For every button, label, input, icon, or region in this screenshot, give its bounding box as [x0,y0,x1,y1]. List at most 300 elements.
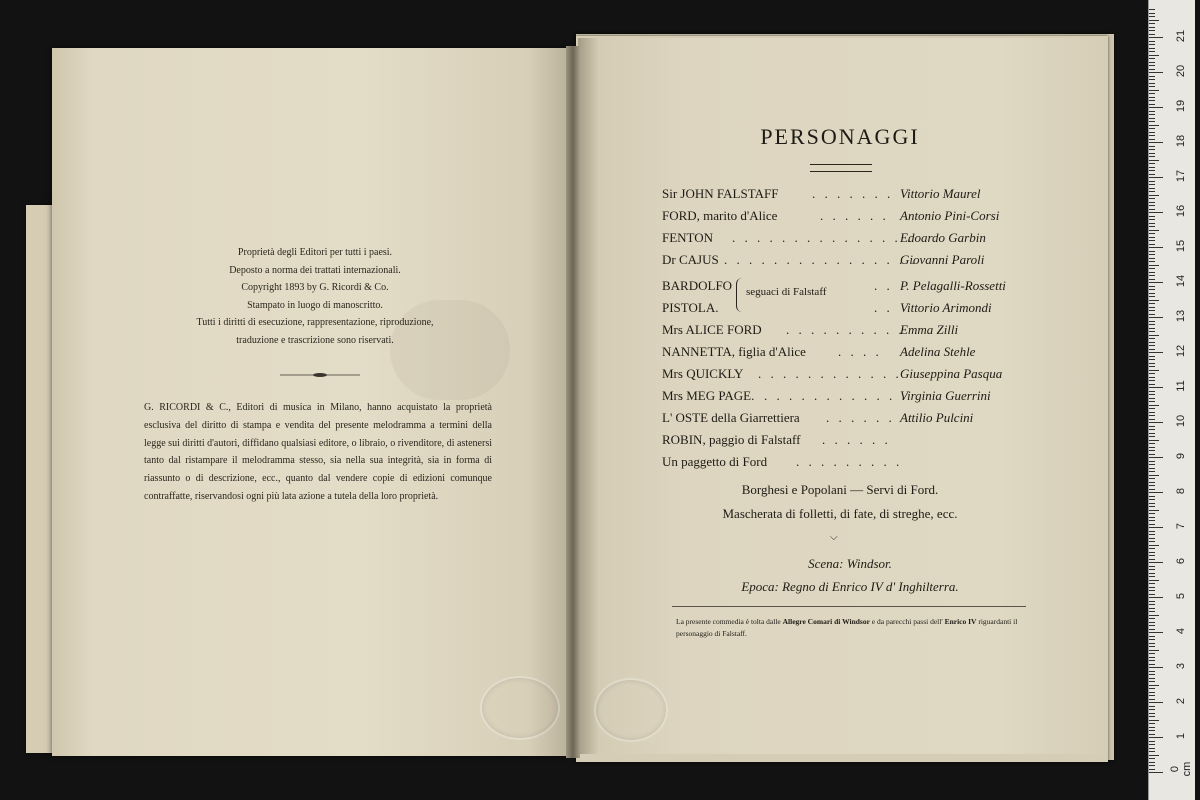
ruler-tick [1149,632,1163,633]
ruler-tick [1149,48,1155,49]
copyright-line: Stampato in luogo di manoscritto. [247,299,383,311]
ruler-tick [1149,534,1155,535]
ruler-tick [1149,72,1163,73]
ruler-tick [1149,191,1155,192]
cast-row [662,230,1012,252]
ruler-label: 7 [1175,522,1187,530]
ruler-tick [1149,639,1155,640]
ruler-tick [1149,107,1163,108]
ruler-tick [1149,492,1163,493]
ruler-tick [1149,345,1155,346]
ruler-tick [1149,321,1155,322]
ruler-tick [1149,461,1155,462]
ruler-tick [1149,23,1155,24]
leader-dots: . . . . . . . . . . . . . . . . [724,252,918,267]
copyright-line: Deposto a norma dei trattati internazionali. [229,264,401,276]
ruler-tick [1149,496,1155,497]
cast-row [662,410,1012,432]
ruler-tick [1149,97,1155,98]
cast-row [662,454,1012,476]
ruler-tick [1149,146,1155,147]
ruler-tick [1149,377,1155,378]
book-gutter [566,46,580,758]
cast-actor: Adelina Stehle [900,344,976,359]
ruler-tick [1149,16,1155,17]
ruler-tick [1149,226,1155,227]
ruler-tick [1149,384,1155,385]
footnote-text: riguardanti il personaggio di Falstaff. [676,617,1018,638]
ruler-tick [1149,244,1155,245]
ruler-label: 1 [1175,732,1187,740]
ruler-label: 9 [1175,452,1187,460]
ruler-tick [1149,160,1159,161]
ruler-tick [1149,734,1155,735]
ruler-tick [1149,20,1159,21]
cast-role: NANNETTA, figlia d'Alice [662,344,806,359]
ruler-tick [1149,30,1155,31]
ruler-tick [1149,223,1155,224]
ruler-tick [1149,660,1155,661]
footnote-work-title: Allegre Comari di Windsor [782,617,870,626]
ruler-tick [1149,55,1159,56]
ruler-label: 0 cm [1169,761,1193,777]
ruler-tick [1149,475,1159,476]
cast-actor: Giovanni Paroli [900,252,985,267]
ruler-tick [1149,366,1155,367]
ruler-tick [1149,517,1155,518]
cast-role: BARDOLFO [662,278,733,293]
ruler-tick [1149,716,1155,717]
cast-role: Mrs QUICKLY [662,366,744,381]
ruler-tick [1149,177,1163,178]
ruler-tick [1149,741,1155,742]
ruler-tick [1149,503,1155,504]
ruler-tick [1149,765,1155,766]
scene-line: Scena: Windsor. [808,556,892,571]
ruler-tick [1149,69,1155,70]
cast-role: L' OSTE della Giarrettiera [662,410,800,425]
ruler-tick [1149,545,1159,546]
ruler-tick [1149,419,1155,420]
ruler-tick [1149,643,1155,644]
ruler-tick [1149,751,1155,752]
ruler-tick [1149,468,1155,469]
ruler-tick [1149,748,1155,749]
ruler-tick [1149,433,1155,434]
ruler-tick [1149,51,1155,52]
ruler-tick [1149,583,1155,584]
ruler-label: 6 [1175,557,1187,565]
ruler-tick [1149,286,1155,287]
ruler-tick [1149,13,1155,14]
ruler-tick [1149,153,1155,154]
ruler-tick [1149,615,1159,616]
ruler-tick [1149,737,1163,738]
measuring-ruler [1148,0,1195,800]
ruler-tick [1149,118,1155,119]
ruler-tick [1149,664,1155,665]
ruler-tick [1149,104,1155,105]
ruler-tick [1149,538,1155,539]
ruler-tick [1149,240,1155,241]
ruler-tick [1149,730,1155,731]
ruler-tick [1149,671,1155,672]
ruler-tick [1149,457,1163,458]
cast-row [662,300,1012,322]
ruler-label: 3 [1175,662,1187,670]
ruler-tick [1149,356,1155,357]
cast-row [662,344,1012,366]
ruler-tick [1149,268,1155,269]
ruler-tick [1149,398,1155,399]
ruler-tick [1149,359,1155,360]
ruler-tick [1149,331,1155,332]
ruler-tick [1149,653,1155,654]
ruler-tick [1149,62,1155,63]
ruler-tick [1149,132,1155,133]
ruler-tick [1149,443,1155,444]
ruler-tick [1149,576,1155,577]
ruler-tick [1149,310,1155,311]
ruler-tick [1149,282,1163,283]
cast-row [662,388,1012,410]
ruler-tick [1149,762,1155,763]
leader-dots: . . [874,300,893,315]
cast-actor: Emma Zilli [900,322,959,337]
ruler-tick [1149,338,1155,339]
ruler-tick [1149,604,1155,605]
cast-actor: Antonio Pini-Corsi [900,208,1000,223]
ruler-tick [1149,184,1155,185]
ruler-tick [1149,636,1155,637]
ruler-tick [1149,482,1155,483]
ruler-tick [1149,44,1155,45]
cast-actor: Edoardo Garbin [900,230,986,245]
ruler-label: 11 [1175,380,1187,392]
ruler-tick [1149,65,1155,66]
ruler-tick [1149,412,1155,413]
ruler-tick [1149,559,1155,560]
cast-role: FENTON [662,230,714,245]
ruler-tick [1149,37,1163,38]
ruler-tick [1149,580,1159,581]
ruler-tick [1149,317,1163,318]
cast-actor: Giuseppina Pasqua [900,366,1003,381]
ruler-tick [1149,391,1155,392]
bracket-note: seguaci di Falstaff [746,286,827,298]
ruler-label: 12 [1175,344,1187,358]
cast-actor: Vittorio Maurel [900,186,981,201]
cast-role: FORD, marito d'Alice [662,208,778,223]
copyright-line: traduzione e trascrizione sono riservati. [236,334,394,346]
ruler-tick [1149,83,1155,84]
ruler-tick [1149,405,1159,406]
ruler-tick [1149,709,1155,710]
ruler-tick [1149,552,1155,553]
ruler-tick [1149,142,1163,143]
ruler-label: 20 [1175,64,1187,78]
ruler-tick [1149,692,1155,693]
ruler-label: 13 [1175,309,1187,323]
ruler-tick [1149,611,1155,612]
ruler-tick [1149,181,1155,182]
ruler-tick [1149,254,1155,255]
ruler-tick [1149,713,1155,714]
ruler-tick [1149,702,1163,703]
ruler-tick [1149,667,1163,668]
ruler-tick [1149,272,1155,273]
ruler-tick [1149,349,1155,350]
ruler-tick [1149,149,1155,150]
ruler-tick [1149,541,1155,542]
ruler-label: 15 [1175,239,1187,253]
ruler-tick [1149,300,1159,301]
chorus-line: Borghesi e Popolani — Servi di Ford. [741,482,939,497]
ruler-tick [1149,303,1155,304]
ruler-tick [1149,163,1155,164]
ruler-tick [1149,135,1155,136]
ruler-tick [1149,121,1155,122]
ruler-tick [1149,450,1155,451]
cast-role: Un paggetto di Ford [662,454,768,469]
ruler-tick [1149,618,1155,619]
cast-row [662,366,1012,388]
ruler-tick [1149,258,1155,259]
ruler-tick [1149,9,1155,10]
ruler-tick [1149,650,1159,651]
ruler-tick [1149,755,1159,756]
ruler-tick [1149,265,1159,266]
ruler-tick [1149,513,1155,514]
ruler-tick [1149,373,1155,374]
chorus-block [690,478,990,526]
ruler-tick [1149,429,1155,430]
leader-dots: . . . . . . . . . . . . [764,388,908,403]
cast-actor: P. Pelagalli-Rossetti [900,278,1006,293]
ruler-label: 14 [1175,274,1187,288]
ruler-tick [1149,744,1155,745]
ruler-tick [1149,485,1155,486]
ruler-tick [1149,314,1155,315]
ruler-label: 5 [1175,592,1187,600]
ornament-icon: ⌵ [830,532,838,543]
ruler-tick [1149,394,1155,395]
ruler-tick [1149,772,1163,773]
ruler-tick [1149,506,1155,507]
ruler-label: 8 [1175,487,1187,495]
ruler-tick [1149,657,1155,658]
copyright-block [180,244,450,349]
ruler-tick [1149,188,1155,189]
ruler-tick [1149,646,1155,647]
ruler-tick [1149,237,1155,238]
embossed-stamp [480,676,560,740]
page-title: PERSONAGGI [760,124,920,149]
ruler-tick [1149,685,1159,686]
ornament-divider [280,372,360,378]
ruler-tick [1149,335,1159,336]
ruler-label: 16 [1175,204,1187,218]
ruler-tick [1149,548,1155,549]
ruler-tick [1149,296,1155,297]
ruler-tick [1149,471,1155,472]
cast-role: Dr CAJUS [662,252,719,267]
ruler-tick [1149,261,1155,262]
ruler-tick [1149,128,1155,129]
ruler-tick [1149,573,1155,574]
ruler-label: 10 [1175,414,1187,428]
ruler-tick [1149,387,1163,388]
footnote-rule [672,606,1026,607]
ruler-tick [1149,100,1155,101]
cast-actor: Virginia Guerrini [900,388,991,403]
embossed-stamp [594,678,668,742]
ruler-tick [1149,608,1155,609]
ruler-tick [1149,328,1155,329]
cast-actor: Vittorio Arimondi [900,300,992,315]
ruler-tick [1149,678,1155,679]
leader-dots: . . [874,278,893,293]
ruler-tick [1149,566,1155,567]
ruler-tick [1149,520,1155,521]
ruler-label: 4 [1175,627,1187,635]
leader-dots: . . . . . . . . . [796,454,903,469]
ruler-tick [1149,205,1155,206]
ruler-tick [1149,440,1159,441]
ruler-tick [1149,289,1155,290]
ruler-tick [1149,531,1155,532]
ruler-tick [1149,723,1155,724]
ruler-tick [1149,247,1163,248]
ruler-tick [1149,324,1155,325]
ruler-tick [1149,489,1155,490]
copyright-line: Copyright 1893 by G. Ricordi & Co. [241,282,389,293]
leader-dots: . . . . . . . . . . . . [758,366,902,381]
ruler-tick [1149,58,1155,59]
ruler-tick [1149,219,1155,220]
ruler-label: 19 [1175,99,1187,113]
ruler-tick [1149,198,1155,199]
ruler-tick [1149,699,1155,700]
ruler-tick [1149,629,1155,630]
ruler-tick [1149,597,1163,598]
ruler-tick [1149,727,1155,728]
ruler-tick [1149,681,1155,682]
ruler-tick [1149,363,1155,364]
ruler-tick [1149,478,1155,479]
title-underline [810,164,872,172]
ruler-tick [1149,769,1155,770]
ruler-tick [1149,590,1155,591]
ruler-tick [1149,76,1155,77]
ruler-tick [1149,167,1155,168]
ruler-tick [1149,674,1155,675]
ruler-tick [1149,342,1155,343]
leader-dots: . . . . . . . . . . . . . . . [732,230,914,245]
ruler-tick [1149,251,1155,252]
footnote [676,616,1022,640]
ruler-tick [1149,34,1155,35]
ruler-tick [1149,569,1155,570]
ruler-tick [1149,720,1159,721]
ruler-tick [1149,209,1155,210]
cast-role: PISTOLA. [662,300,719,315]
ruler-tick [1149,90,1159,91]
ruler-tick [1149,195,1159,196]
ruler-tick [1149,293,1155,294]
scene-block [700,552,1000,598]
cast-row [662,208,1012,230]
ruler-tick [1149,706,1155,707]
cast-role: Mrs ALICE FORD [662,322,762,337]
ruler-tick [1149,587,1155,588]
ruler-tick [1149,695,1155,696]
ruler-tick [1149,139,1155,140]
ruler-tick [1149,454,1155,455]
ruler-tick [1149,688,1155,689]
leader-dots: . . . . . . . . . . [786,322,905,337]
publisher-notice: G. RICORDI & C., Editori di musica in Milano, hanno acquistato la proprietà esclusiva del diritto di stampa e vendita del presente melodramma a termini della legge sui diritti d'autori, diffidano qualsiasi editore, o libraio, o rivenditore, di astenersi tanto dal ristampare il melodramma stesso, sia nella sua integrità, sia in forma di riassunto o di descrizione, ecc., quanto dal vendere copie di edizioni comunque contraffatte, riservandosi ogni più lata azione a tutela della loro proprietà. [144,402,492,502]
leader-dots: . . . . . . [826,410,895,425]
cast-row [662,432,1012,454]
cast-row [662,186,1012,208]
ruler-label: 18 [1175,134,1187,148]
ruler-label: 2 [1175,697,1187,705]
footnote-text: e da parecchi passi dell' [869,617,945,626]
cast-row [662,252,1012,274]
ruler-tick [1149,230,1159,231]
ruler-tick [1149,555,1155,556]
ruler-tick [1149,408,1155,409]
copyright-line: Tutti i diritti di esecuzione, rappresentazione, riproduzione, [196,317,434,328]
cast-role: Mrs MEG PAGE. [662,388,755,403]
ruler-tick [1149,307,1155,308]
cast-actor: Attilio Pulcini [900,410,974,425]
ruler-tick [1149,447,1155,448]
ruler-tick [1149,93,1155,94]
ruler-tick [1149,156,1155,157]
ruler-label: 21 [1175,29,1187,43]
copyright-line: Proprietà degli Editori per tutti i paesi. [237,247,393,258]
scene-line: Epoca: Regno di Enrico IV d' Inghilterra. [741,579,959,594]
ruler-tick [1149,216,1155,217]
ruler-tick [1149,370,1159,371]
footnote-work-title: Enrico IV [944,617,977,626]
ruler-tick [1149,625,1155,626]
ruler-tick [1149,422,1163,423]
ruler-tick [1149,125,1159,126]
ruler-tick [1149,174,1155,175]
ruler-tick [1149,510,1159,511]
ruler-tick [1149,622,1155,623]
ruler-tick [1149,524,1155,525]
ruler-tick [1149,594,1155,595]
ruler-tick [1149,114,1155,115]
ruler-tick [1149,212,1163,213]
ruler-tick [1149,527,1163,528]
ruler-tick [1149,562,1163,563]
ruler-label: 17 [1175,169,1187,183]
cast-row [662,322,1012,344]
ruler-tick [1149,464,1155,465]
ruler-tick [1149,499,1155,500]
ruler-tick [1149,401,1155,402]
ruler-tick [1149,415,1155,416]
cast-role: ROBIN, paggio di Falstaff [662,432,801,447]
ruler-tick [1149,436,1155,437]
footnote-text: La presente commedia è tolta dalle [676,617,783,626]
ruler-tick [1149,170,1155,171]
